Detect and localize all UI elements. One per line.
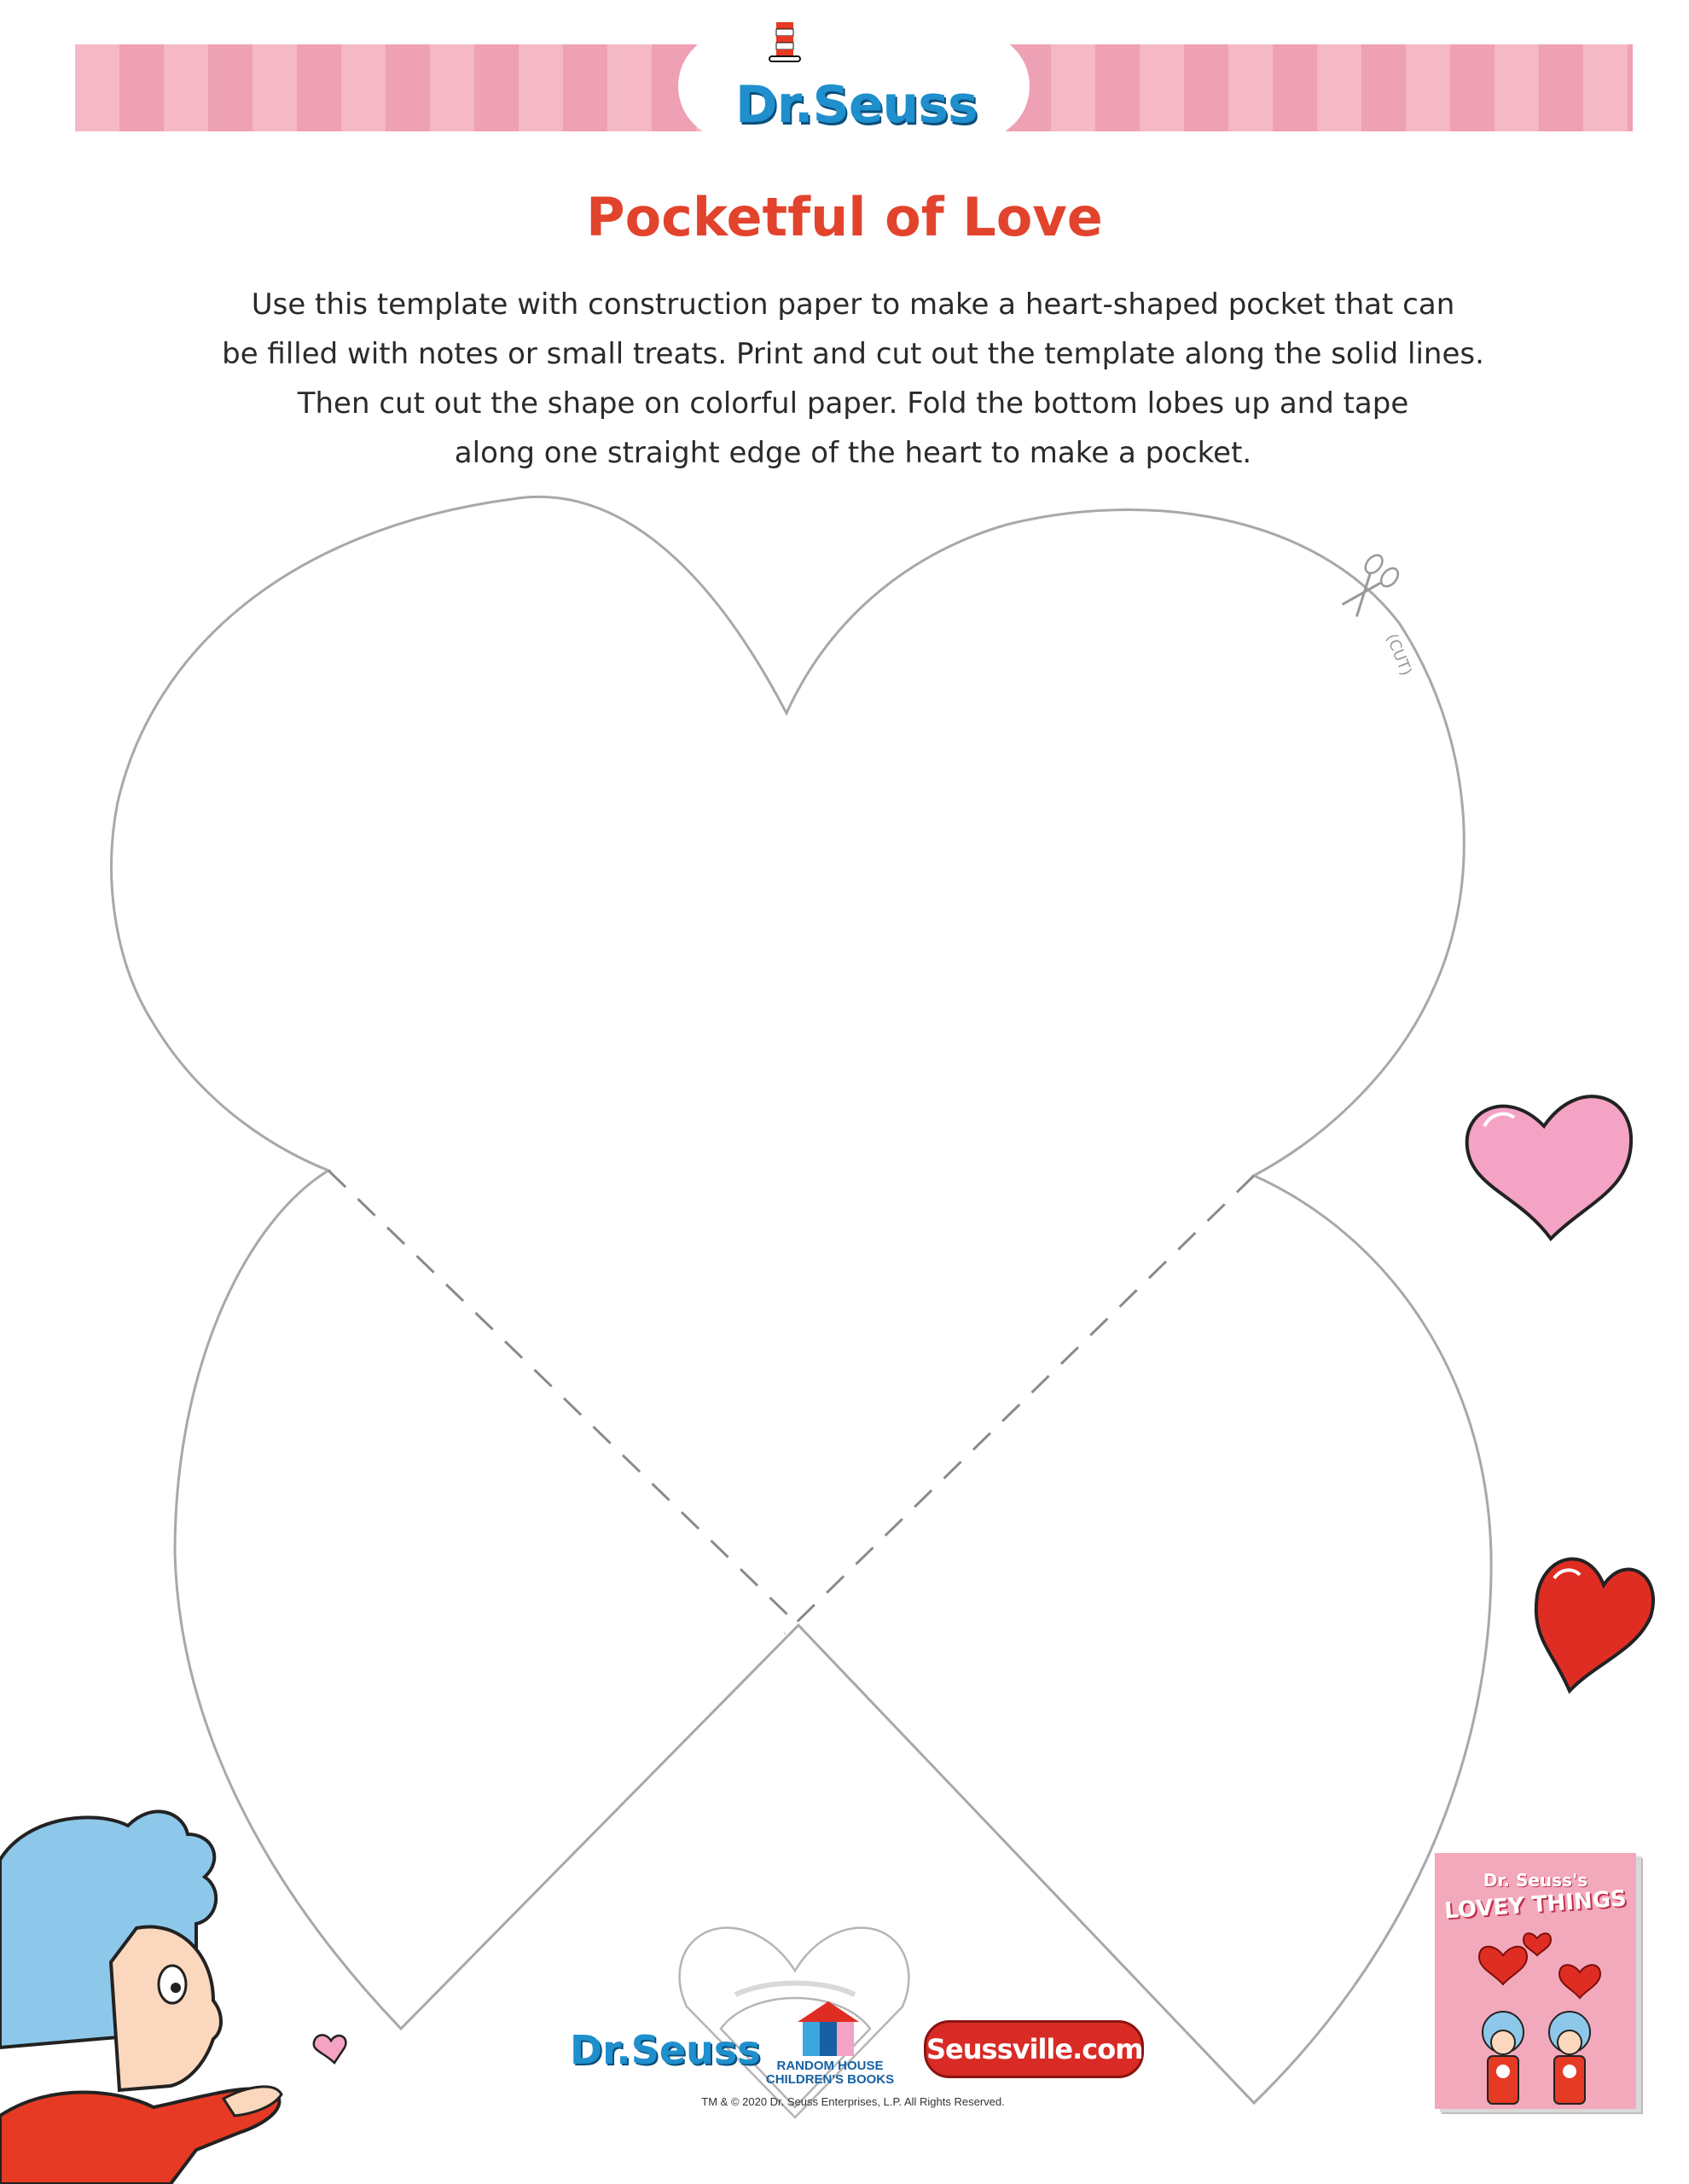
random-house-line: RANDOM HOUSE [776,2059,884,2073]
seussville-logo: Seussville.com [924,2020,1144,2078]
thing-character [0,1811,282,2184]
fold-line-left [328,1170,798,1625]
random-house-logo [749,2059,911,2087]
book-series-label: Dr. Seuss's [1483,1870,1588,1891]
copyright-notice: TM & © 2020 Dr. Seuss Enterprises, L.P. All Rights Reserved. [701,2095,1005,2108]
instruction-line: Use this template with construction paper to make a heart-shaped pocket that can [251,288,1455,322]
instruction-line: Then cut out the shape on colorful paper. Fold the bottom lobes up and tape [297,386,1409,421]
book-title: LOVEY THINGS [1443,1885,1628,1925]
cut-label: (CUT) [1382,631,1416,678]
page-title: Pocketful of Love [586,186,1103,248]
random-house-line: CHILDREN'S BOOKS [765,2072,895,2087]
pink-heart [1467,1096,1631,1239]
folded-pocket-diagram [680,1928,909,2117]
brand-logo: Dr.Seuss [735,75,978,135]
book-illustration [1435,1853,1636,2109]
red-heart [1536,1559,1653,1691]
small-heart [314,2035,346,2063]
template-cut-line [112,497,1492,2103]
fold-line-right [785,1176,1254,1634]
book-cover [1435,1853,1636,2109]
scissors-icon [1336,552,1402,621]
footer-seuss-logo: Dr.Seuss [570,2027,761,2073]
instruction-line: be filled with notes or small treats. Print and cut out the template along the solid lines. [222,337,1484,371]
instruction-line: along one straight edge of the heart to make a pocket. [454,436,1252,470]
